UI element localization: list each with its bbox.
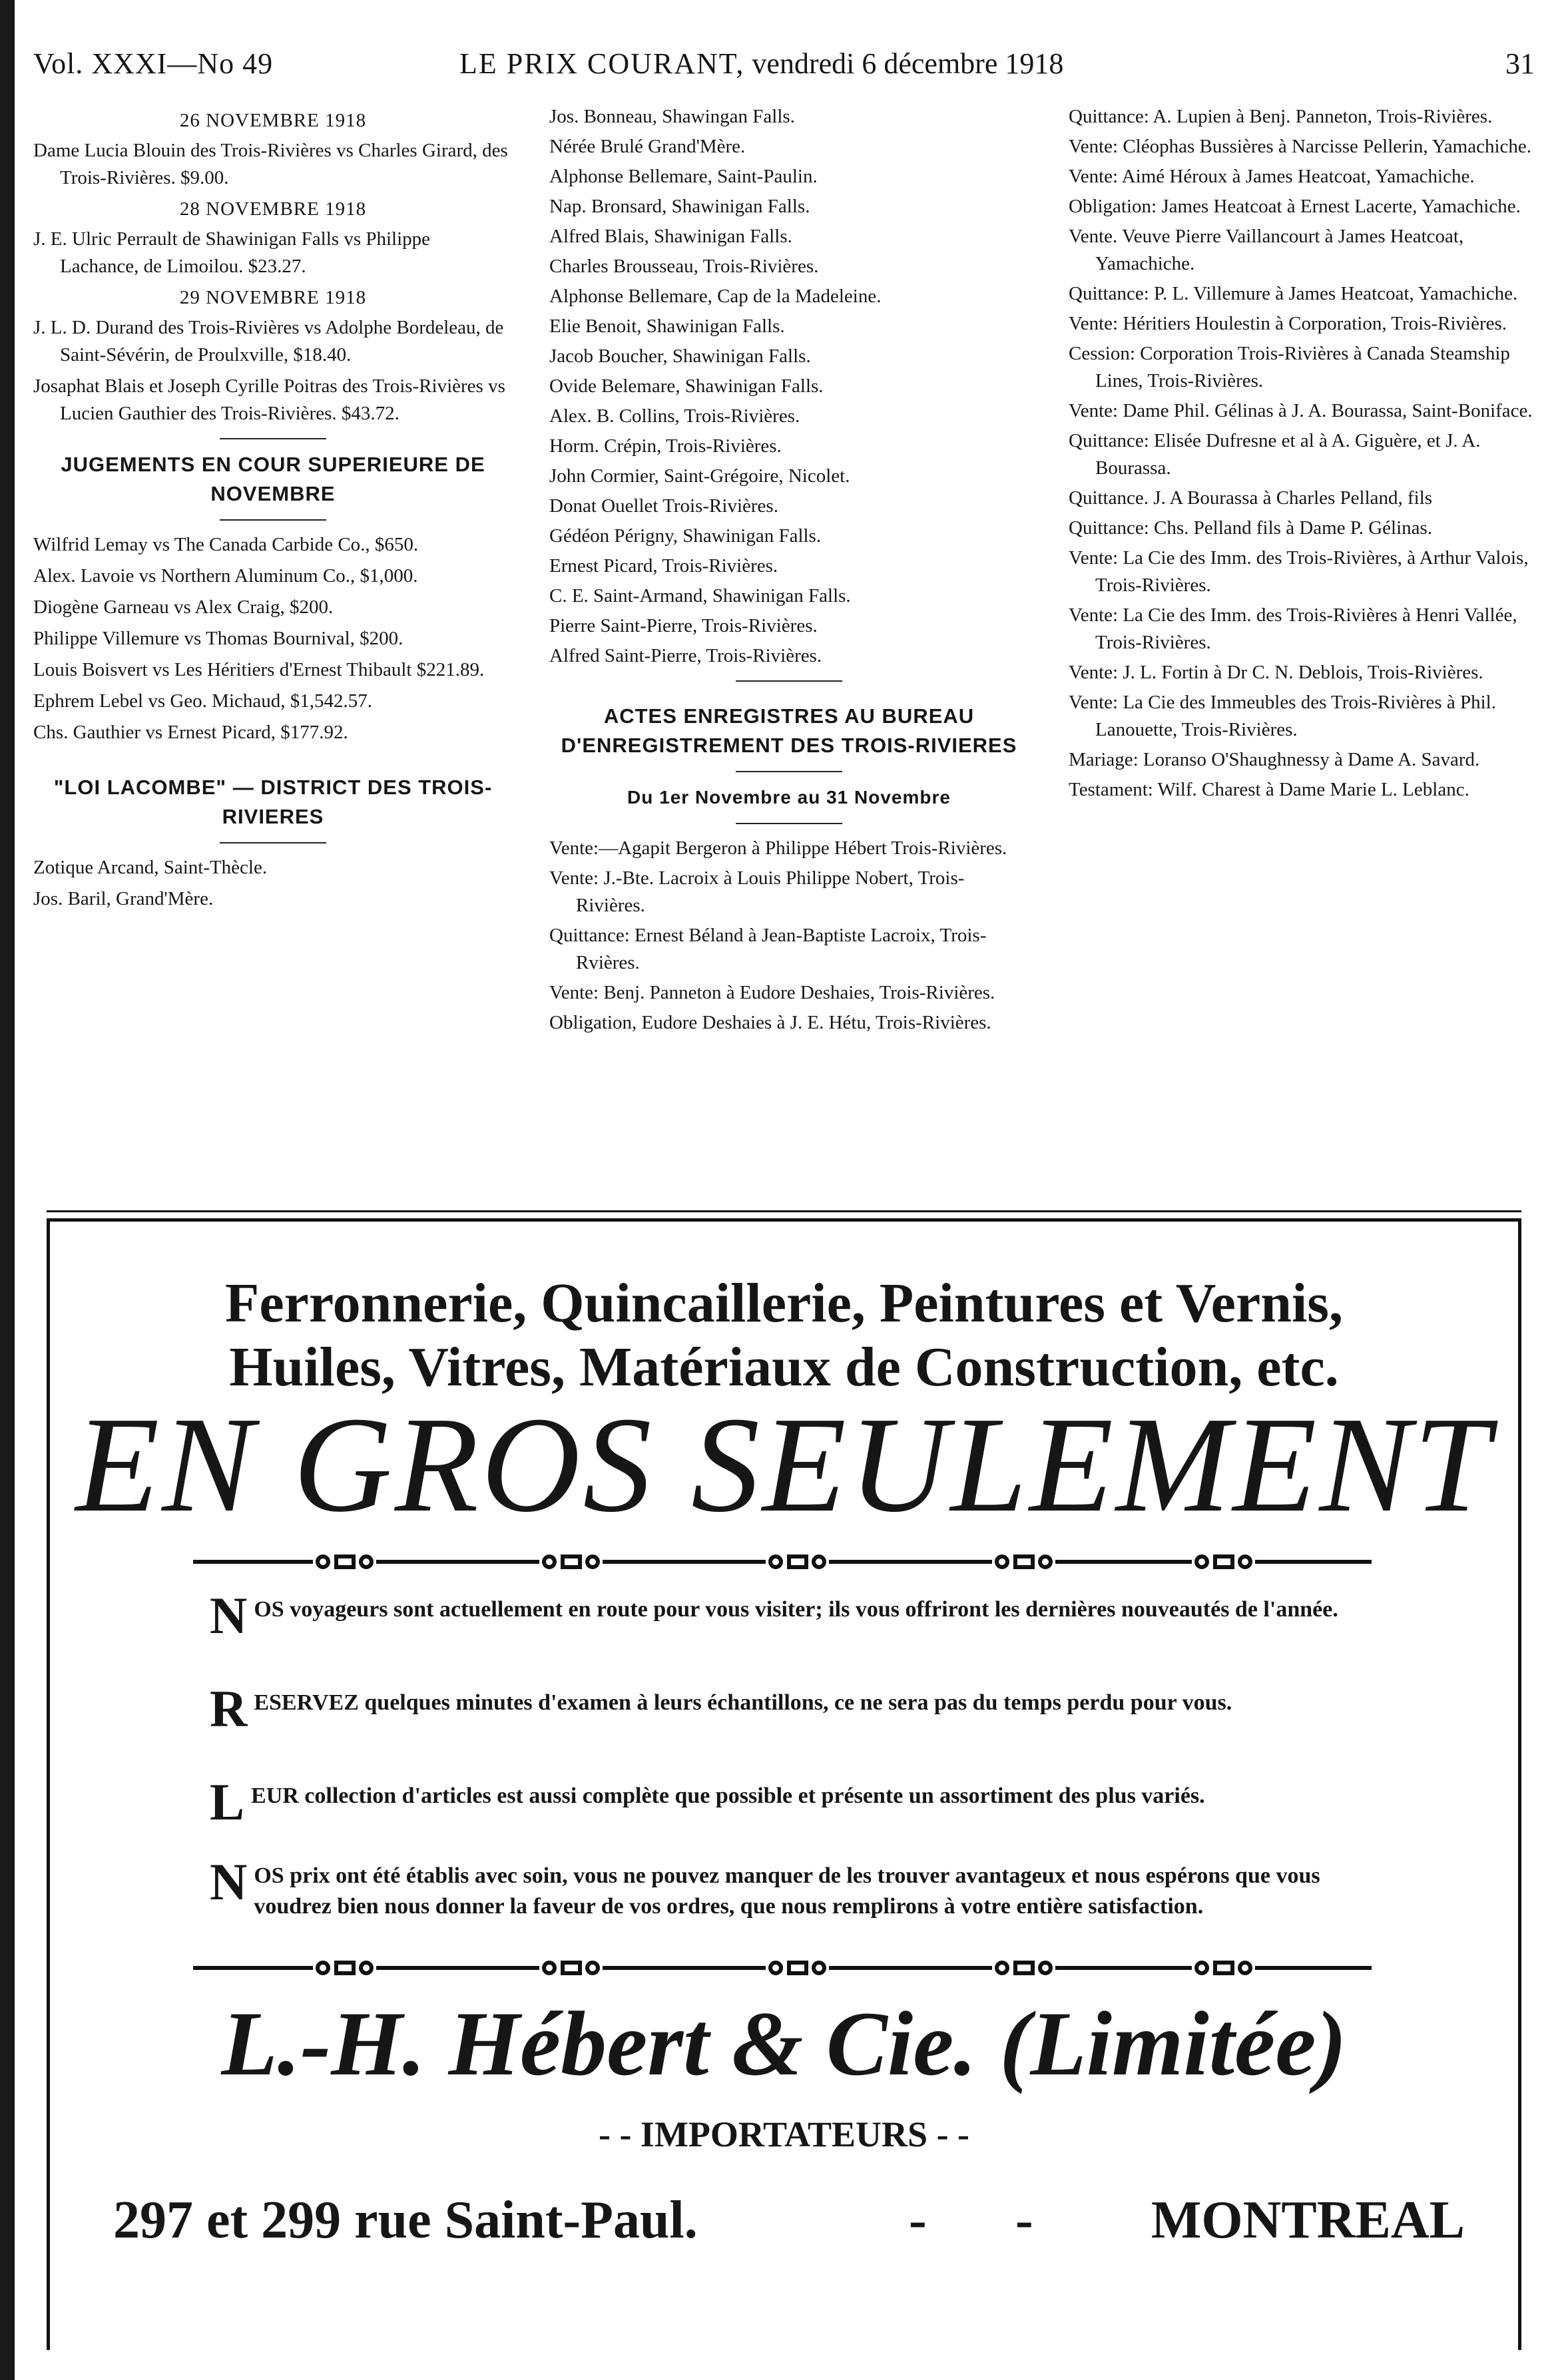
judgment-entry: Wilfrid Lemay vs The Canada Carbide Co., $650. <box>33 534 419 555</box>
ad-products-line2: Huiles, Vitres, Matériaux de Construction, etc. <box>229 1336 1339 1398</box>
date-heading: 28 NOVEMBRE 1918 <box>179 198 367 220</box>
act-entry: Quittance: Ernest Béland à Jean-Baptiste Lacroix, Trois-Rvières. <box>549 925 987 973</box>
divider <box>220 438 326 439</box>
firm-name: L.-H. Hébert & Cie. (Limitée) <box>221 1993 1347 2094</box>
name-entry: Jos. Baril, Grand'Mère. <box>33 888 214 909</box>
name-entry: Alfred Blais, Shawinigan Falls. <box>549 226 792 247</box>
act-entry: Vente:—Agapit Bergeron à Philippe Hébert Trois-Rivières. <box>549 837 1007 859</box>
judgment-entry: Philippe Villemure vs Thomas Bournival, $200. <box>33 628 403 649</box>
name-entry: Charles Brousseau, Trois-Rivières. <box>549 256 819 277</box>
name-entry: Alphonse Bellemare, Cap de la Madeleine. <box>549 286 882 307</box>
ornamental-rule <box>193 1554 1372 1569</box>
name-entry: Alphonse Bellemare, Saint-Paulin. <box>549 166 818 187</box>
divider <box>736 771 842 772</box>
name-entry: Jacob Boucher, Shawinigan Falls. <box>549 346 811 367</box>
ad-paragraph <box>210 1586 1368 1644</box>
act-entry: Vente. Veuve Pierre Vaillancourt à James Heatcoat, Yamachiche. <box>1069 226 1464 274</box>
ornamental-rule <box>193 1961 1372 1975</box>
ad-paragraph <box>210 1773 1368 1831</box>
name-entry: Alfred Saint-Pierre, Trois-Rivières. <box>549 645 822 666</box>
act-entry: Vente: La Cie des Imm. des Trois-Rivières à Henri Vallée, Trois-Rivières. <box>1069 604 1517 653</box>
act-entry: Vente: Dame Phil. Gélinas à J. A. Bourassa, Saint-Boniface. <box>1069 400 1533 421</box>
importers-label: - - IMPORTATEURS - - <box>598 2114 970 2154</box>
name-entry: Nap. Bronsard, Shawinigan Falls. <box>549 196 810 217</box>
drop-cap: N <box>210 1853 248 1911</box>
ad-headline: EN GROS SEULEMENT <box>75 1388 1493 1541</box>
act-entry: Vente: Cléophas Bussières à Narcisse Pellerin, Yamachiche. <box>1069 136 1532 157</box>
paragraph-text: OS voyageurs sont actuellement en route pour vous visiter; ils vous offriront les dernières nouveautés de l'année. <box>254 1597 1338 1622</box>
ad-products-line1: Ferronnerie, Quincaillerie, Peintures et Vernis, <box>225 1272 1343 1334</box>
name-entry: Nérée Brulé Grand'Mère. <box>549 136 746 157</box>
paragraph-text: EUR collection d'articles est aussi complète que possible et présente un assortiment des plus variés. <box>251 1784 1205 1808</box>
ad-paragraph <box>210 1853 1368 1922</box>
volume-number: Vol. XXXI—No 49 <box>33 47 274 80</box>
drop-cap: N <box>210 1586 248 1644</box>
paragraph-text: ESERVEZ quelques minutes d'examen à leurs échantillons, ce ne sera pas du temps perdu pour vous. <box>254 1690 1232 1715</box>
issue-date: vendredi 6 décembre 1918 <box>752 47 1064 80</box>
advertisement <box>47 1218 1521 2350</box>
date-heading: 26 NOVEMBRE 1918 <box>179 110 367 131</box>
separator-dash: - <box>1015 2191 1033 2250</box>
newspaper-title: LE PRIX COURANT, vendredi 6 décembre 1918 <box>459 47 1064 80</box>
act-entry: Vente: Héritiers Houlestin à Corporation, Trois-Rivières. <box>1069 313 1507 334</box>
ad-products <box>50 1272 1518 1399</box>
judgment-entry: Chs. Gauthier vs Ernest Picard, $177.92. <box>33 722 348 743</box>
drop-cap: R <box>210 1680 248 1738</box>
column-2 <box>549 103 1029 1039</box>
act-entry: Quittance: Elisée Dufresne et al à A. Giguère, et J. A. Bourassa. <box>1069 430 1481 479</box>
act-entry: Vente: J.-Bte. Lacroix à Louis Philippe Nobert, Trois-Rivières. <box>549 867 965 916</box>
name-entry: John Cormier, Saint-Grégoire, Nicolet. <box>549 465 850 487</box>
act-entry: Vente: La Cie des Immeubles des Trois-Rivières à Phil. Lanouette, Trois-Rivières. <box>1069 692 1496 740</box>
name-entry: Zotique Arcand, Saint-Thècle. <box>33 857 268 878</box>
judgment-entry: Louis Boisvert vs Les Héritiers d'Ernest Thibault $221.89. <box>33 659 485 680</box>
divider <box>736 680 842 682</box>
ad-top-rule <box>47 1210 1521 1212</box>
case-entry: J. E. Ulric Perrault de Shawinigan Falls vs Philippe Lachance, de Limoilou. $23.27. <box>33 228 431 277</box>
street-address: 297 et 299 rue Saint-Paul. <box>113 2191 698 2250</box>
name-entry: Donat Ouellet Trois-Rivières. <box>549 495 778 517</box>
act-entry: Quittance. J. A Bourassa à Charles Pelland, fils <box>1069 487 1433 509</box>
name-entry: Ernest Picard, Trois-Rivières. <box>549 555 778 577</box>
divider <box>220 519 326 521</box>
act-entry: Vente: Aimé Héroux à James Heatcoat, Yamachiche. <box>1069 166 1475 187</box>
divider <box>220 842 326 843</box>
judgment-entry: Ephrem Lebel vs Geo. Michaud, $1,542.57. <box>33 690 373 712</box>
case-entry: Dame Lucia Blouin des Trois-Rivières vs Charles Girard, des Trois-Rivières. $9.00. <box>33 140 508 188</box>
divider <box>736 823 842 824</box>
column-1 <box>33 103 513 917</box>
period-heading: Du 1er Novembre au 31 Novembre <box>627 787 951 808</box>
page-number: 31 <box>1505 47 1535 80</box>
scan-edge <box>0 0 15 2380</box>
drop-cap: L <box>210 1773 245 1831</box>
act-entry: Vente: J. L. Fortin à Dr C. N. Deblois, Trois-Rivières. <box>1069 662 1483 683</box>
judgment-entry: Diogène Garneau vs Alex Craig, $200. <box>33 596 334 618</box>
ad-paragraph <box>210 1680 1368 1738</box>
name-entry: Ovide Belemare, Shawinigan Falls. <box>549 375 824 397</box>
case-entry: Josaphat Blais et Joseph Cyrille Poitras des Trois-Rivières vs Lucien Gauthier des Trois-Rivières. $43.72. <box>33 375 505 424</box>
name-entry: Horm. Crépin, Trois-Rivières. <box>549 435 782 457</box>
section-heading: JUGEMENTS EN COUR SUPERIEURE DE NOVEMBRE <box>61 453 485 505</box>
case-entry: J. L. D. Durand des Trois-Rivières vs Adolphe Bordeleau, de Saint-Sévérin, de Proulxville, $18.40. <box>33 317 504 365</box>
page-header <box>33 47 1535 93</box>
paragraph-text: OS prix ont été établis avec soin, vous ne pouvez manquer de les trouver avantageux et nous espérons que vous voudrez bien nous donner la faveur de vos ordres, que nous remplirons à votre entière satisfaction. <box>254 1863 1320 1919</box>
separator-dash: - <box>909 2191 927 2250</box>
name-entry: Alex. B. Collins, Trois-Rivières. <box>549 405 800 427</box>
act-entry: Vente: La Cie des Imm. des Trois-Rivières, à Arthur Valois, Trois-Rivières. <box>1069 547 1529 596</box>
act-entry: Vente: Benj. Panneton à Eudore Deshaies, Trois-Rivières. <box>549 982 995 1003</box>
name-entry: Elie Benoit, Shawinigan Falls. <box>549 316 785 337</box>
date-heading: 29 NOVEMBRE 1918 <box>179 287 367 308</box>
judgment-entry: Alex. Lavoie vs Northern Aluminum Co., $1,000. <box>33 565 418 587</box>
name-entry: Pierre Saint-Pierre, Trois-Rivières. <box>549 615 818 636</box>
name-entry: C. E. Saint-Armand, Shawinigan Falls. <box>549 585 851 606</box>
act-entry: Obligation, Eudore Deshaies à J. E. Hétu, Trois-Rivières. <box>549 1012 991 1033</box>
name-entry: Gédéon Périgny, Shawinigan Falls. <box>549 525 822 547</box>
name-entry: Jos. Bonneau, Shawingan Falls. <box>549 106 795 127</box>
act-entry: Quittance: A. Lupien à Benj. Panneton, Trois-Rivières. <box>1069 106 1493 127</box>
act-entry: Quittance: P. L. Villemure à James Heatcoat, Yamachiche. <box>1069 283 1518 304</box>
act-entry: Testament: Wilf. Charest à Dame Marie L. Leblanc. <box>1069 779 1469 800</box>
section-heading: "LOI LACOMBE" — DISTRICT DES TROIS-RIVIERES <box>53 776 493 828</box>
act-entry: Cession: Corporation Trois-Rivières à Canada Steamship Lines, Trois-Rivières. <box>1069 343 1510 391</box>
act-entry: Mariage: Loranso O'Shaughnessy à Dame A. Savard. <box>1069 749 1480 770</box>
section-heading: ACTES ENREGISTRES AU BUREAU D'ENREGISTREMENT DES TROIS-RIVIERES <box>561 704 1017 757</box>
act-entry: Quittance: Chs. Pelland fils à Dame P. Gélinas. <box>1069 517 1433 539</box>
column-3 <box>1069 103 1541 806</box>
city-name: MONTREAL <box>1151 2191 1465 2250</box>
act-entry: Obligation: James Heatcoat à Ernest Lacerte, Yamachiche. <box>1069 196 1521 217</box>
